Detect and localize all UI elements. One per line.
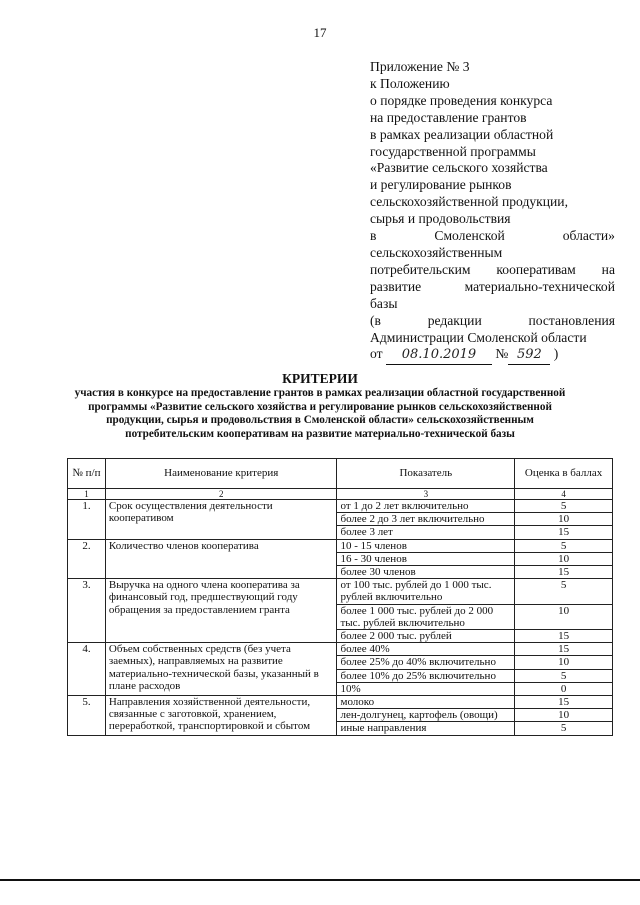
annex-line: на предоставление грантов	[370, 109, 527, 125]
indicator-cell: 10%	[337, 682, 515, 695]
score-cell: 15	[515, 630, 613, 643]
annex-word: кооперативам	[496, 261, 576, 277]
annex-word: материально-технической	[464, 278, 615, 294]
criterion-name: Срок осуществления деятельности кооперативом	[105, 500, 337, 540]
annex-word: Смоленской	[434, 228, 505, 244]
annex-word: на	[601, 261, 615, 277]
annex-line: сырья и продовольствия	[370, 211, 511, 227]
date-value: 08.10.2019	[401, 347, 477, 363]
criterion-name: Выручка на одного члена кооператива за финансовый год, предшествующий году обращения за предоставлением гранта	[105, 579, 337, 643]
column-header: Наименование критерия	[105, 459, 337, 489]
date-handwritten	[386, 346, 492, 365]
criteria-table	[67, 458, 613, 736]
annex-line: государственной программы	[370, 143, 536, 159]
score-cell: 5	[515, 500, 613, 513]
annex-word: редакции	[427, 312, 482, 328]
indicator-cell: более 2 до 3 лет включительно	[337, 513, 515, 526]
score-cell: 15	[515, 566, 613, 579]
indicator-cell: от 1 до 2 лет включительно	[337, 500, 515, 513]
annex-line: Приложение № 3	[370, 59, 470, 74]
close-paren: )	[553, 346, 559, 362]
column-number: 1	[68, 489, 106, 500]
annex-line: сельскохозяйственной продукции,	[370, 194, 568, 210]
score-cell: 10	[515, 552, 613, 565]
table-body	[68, 500, 613, 736]
annex-line-justified	[370, 228, 615, 245]
indicator-cell: от 100 тыс. рублей до 1 000 тыс. рублей включительно	[337, 579, 515, 604]
indicator-cell: более 25% до 40% включительно	[337, 656, 515, 669]
column-number: 4	[515, 489, 613, 500]
annex-line: и регулирование рынков	[370, 177, 512, 193]
annex-header	[370, 59, 615, 365]
criterion-name: Направления хозяйственной деятельности, связанные с заготовкой, хранением, переработкой, транспортировкой и сбытом	[105, 696, 337, 736]
date-prefix: от	[370, 346, 383, 362]
annex-line-justified	[370, 262, 615, 279]
indicator-cell: 16 - 30 членов	[337, 552, 515, 565]
score-cell: 10	[515, 656, 613, 669]
annex-line-justified	[370, 279, 615, 296]
indicator-cell: иные направления	[337, 722, 515, 735]
indicator-cell: лен-долгунец, картофель (овощи)	[337, 709, 515, 722]
annex-line: о порядке проведения конкурса	[370, 92, 553, 108]
table-row	[68, 643, 613, 656]
indicator-cell: более 3 лет	[337, 526, 515, 539]
indicator-cell: 10 - 15 членов	[337, 539, 515, 552]
table-row	[68, 579, 613, 604]
column-header: № п/п	[68, 459, 106, 489]
table-row	[68, 539, 613, 552]
score-cell: 10	[515, 604, 613, 629]
annex-word: постановления	[528, 312, 615, 328]
table-row	[68, 500, 613, 513]
annex-word: (в	[370, 312, 381, 328]
score-cell: 15	[515, 643, 613, 656]
indicator-cell: молоко	[337, 696, 515, 709]
table-row	[68, 696, 613, 709]
criterion-name: Количество членов кооператива	[105, 539, 337, 579]
annex-line-justified	[370, 313, 615, 330]
annex-word: развитие	[370, 278, 422, 294]
indicator-cell: более 10% до 25% включительно	[337, 669, 515, 682]
document-subtitle: участия в конкурсе на предоставление грантов в рамках реализации областной государственной программы «Развитие сельского хозяйства и регулирование рынков сельскохозяйственной продукции, сырья и продовольствия в Смоленской области» сельскохозяйственным потребительским кооперативам на развитие материально-технической базы	[74, 387, 566, 440]
column-number: 2	[105, 489, 337, 500]
score-cell: 15	[515, 526, 613, 539]
indicator-cell: более 30 членов	[337, 566, 515, 579]
number-value: 592	[516, 347, 542, 363]
criterion-number: 5.	[68, 696, 106, 736]
document-title: КРИТЕРИИ	[282, 371, 358, 386]
score-cell: 0	[515, 682, 613, 695]
number-prefix: №	[495, 346, 509, 362]
indicator-cell: более 2 000 тыс. рублей	[337, 630, 515, 643]
column-number: 3	[337, 489, 515, 500]
column-header: Оценка в баллах	[515, 459, 613, 489]
page-number: 17	[313, 25, 327, 40]
column-header: Показатель	[337, 459, 515, 489]
annex-date-line	[370, 346, 615, 365]
criterion-number: 3.	[68, 579, 106, 643]
criterion-number: 4.	[68, 643, 106, 696]
annex-line: Администрации Смоленской области	[370, 329, 587, 345]
annex-line: «Развитие сельского хозяйства	[370, 160, 548, 176]
criterion-number: 1.	[68, 500, 106, 540]
indicator-cell: более 40%	[337, 643, 515, 656]
annex-word: области»	[562, 228, 615, 244]
annex-line: к Положению	[370, 75, 450, 91]
score-cell: 5	[515, 539, 613, 552]
bottom-rule	[0, 879, 640, 881]
indicator-cell: более 1 000 тыс. рублей до 2 000 тыс. рублей включительно	[337, 604, 515, 629]
annex-word: потребительским	[370, 261, 471, 277]
number-handwritten	[508, 346, 550, 365]
criterion-name: Объем собственных средств (без учета заемных), направляемых на развитие материально-технической базы, указанный в плане расходов	[105, 643, 337, 696]
score-cell: 5	[515, 669, 613, 682]
annex-line: базы	[370, 295, 398, 311]
annex-word: в	[370, 228, 377, 244]
score-cell: 10	[515, 709, 613, 722]
criterion-number: 2.	[68, 539, 106, 579]
score-cell: 15	[515, 696, 613, 709]
annex-line: сельскохозяйственным	[370, 244, 503, 260]
score-cell: 5	[515, 579, 613, 604]
column-number-row	[68, 489, 613, 500]
score-cell: 5	[515, 722, 613, 735]
score-cell: 10	[515, 513, 613, 526]
table-header-row	[68, 459, 613, 489]
annex-line: в рамках реализации областной	[370, 126, 554, 142]
